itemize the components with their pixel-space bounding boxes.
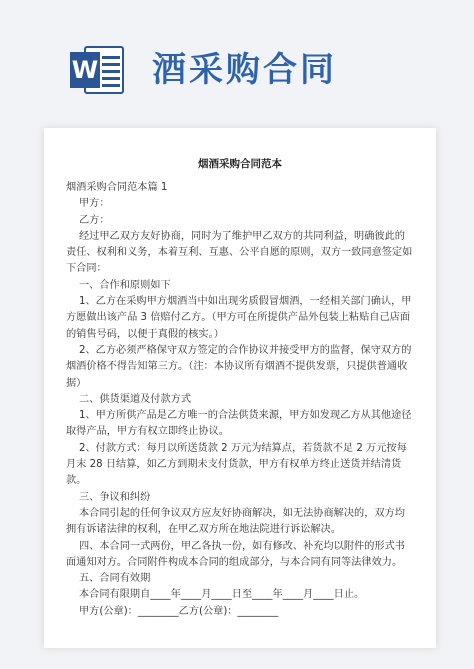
- document-title: 烟酒采购合同范本: [198, 158, 282, 170]
- word-document-icon: [70, 44, 126, 96]
- document-paragraph: 经过甲乙双方友好协商，同时为了维护甲乙双方的共同利益，明确彼此的责任、权利和义务，本着互利、互惠、公平自愿的原则，双方一致同意签定如下合同：: [66, 230, 413, 275]
- document-paragraph: 本合同有限期自____年____月____日至____年____月____日止。: [66, 589, 365, 601]
- document-paragraph: 五、合同有效期: [66, 573, 151, 585]
- document-paragraph: 1、乙方在采购甲方烟酒当中如出现劣质假冒烟酒，一经相关部门确认，甲方愿做出该产品 3 倍赔付乙方。（甲方可在所提供产品外包装上粘贴自己店面的销售号码，以便于真假的核实。）: [66, 296, 412, 340]
- document-paragraph: 二、供货渠道及付款方式: [66, 393, 192, 405]
- document-paragraph: 三、争议和纠纷: [66, 491, 151, 503]
- document-paragraph: 一、合作和原则如下: [66, 279, 171, 291]
- document-content: [66, 128, 414, 648]
- banner-title: 酒采购合同: [152, 50, 337, 90]
- document-paragraph: 乙方：: [66, 214, 110, 226]
- document-page: [44, 128, 436, 648]
- document-paragraph: 烟酒采购合同范本篇 1: [66, 182, 168, 193]
- document-paragraph: 2、付款方式：每月以所送货款 2 万元为结算点，若货款不足 2 万元按每月末 28 日结算，如乙方到期未支付货款，甲方有权单方终止送货并结清货款。: [66, 442, 407, 487]
- document-paragraph: 四、本合同一式两份，甲乙各执一份，如有修改、补充均以附件的形式书面通知对方。合同附件构成本合同的组成部分，与本合同有同等法律效力。: [66, 540, 405, 568]
- header-banner: [0, 0, 474, 125]
- document-paragraph: 2、乙方必须严格保守双方签定的合作协议并接受甲方的监督，保守双方的烟酒价格不得告知第三方。（注：本协议所有烟酒不提供发票，只提供普通收据）: [66, 344, 412, 389]
- document-body: [66, 180, 414, 620]
- document-paragraph: 甲方(公章)：________乙方(公章)：________: [66, 605, 279, 617]
- document-paragraph: 1、甲方所供产品是乙方唯一的合法供货来源，甲方如发现乙方从其他途径取得产品，甲方有权立即终止协议。: [66, 410, 412, 438]
- document-paragraph: 甲方：: [66, 198, 110, 210]
- document-paragraph: 本合同引起的任何争议双方应友好协商解决，如无法协商解决的，双方均拥有诉诸法律的权利，在甲乙双方所在地法院进行诉讼解决。: [66, 507, 405, 536]
- word-icon-letter: W: [70, 52, 100, 88]
